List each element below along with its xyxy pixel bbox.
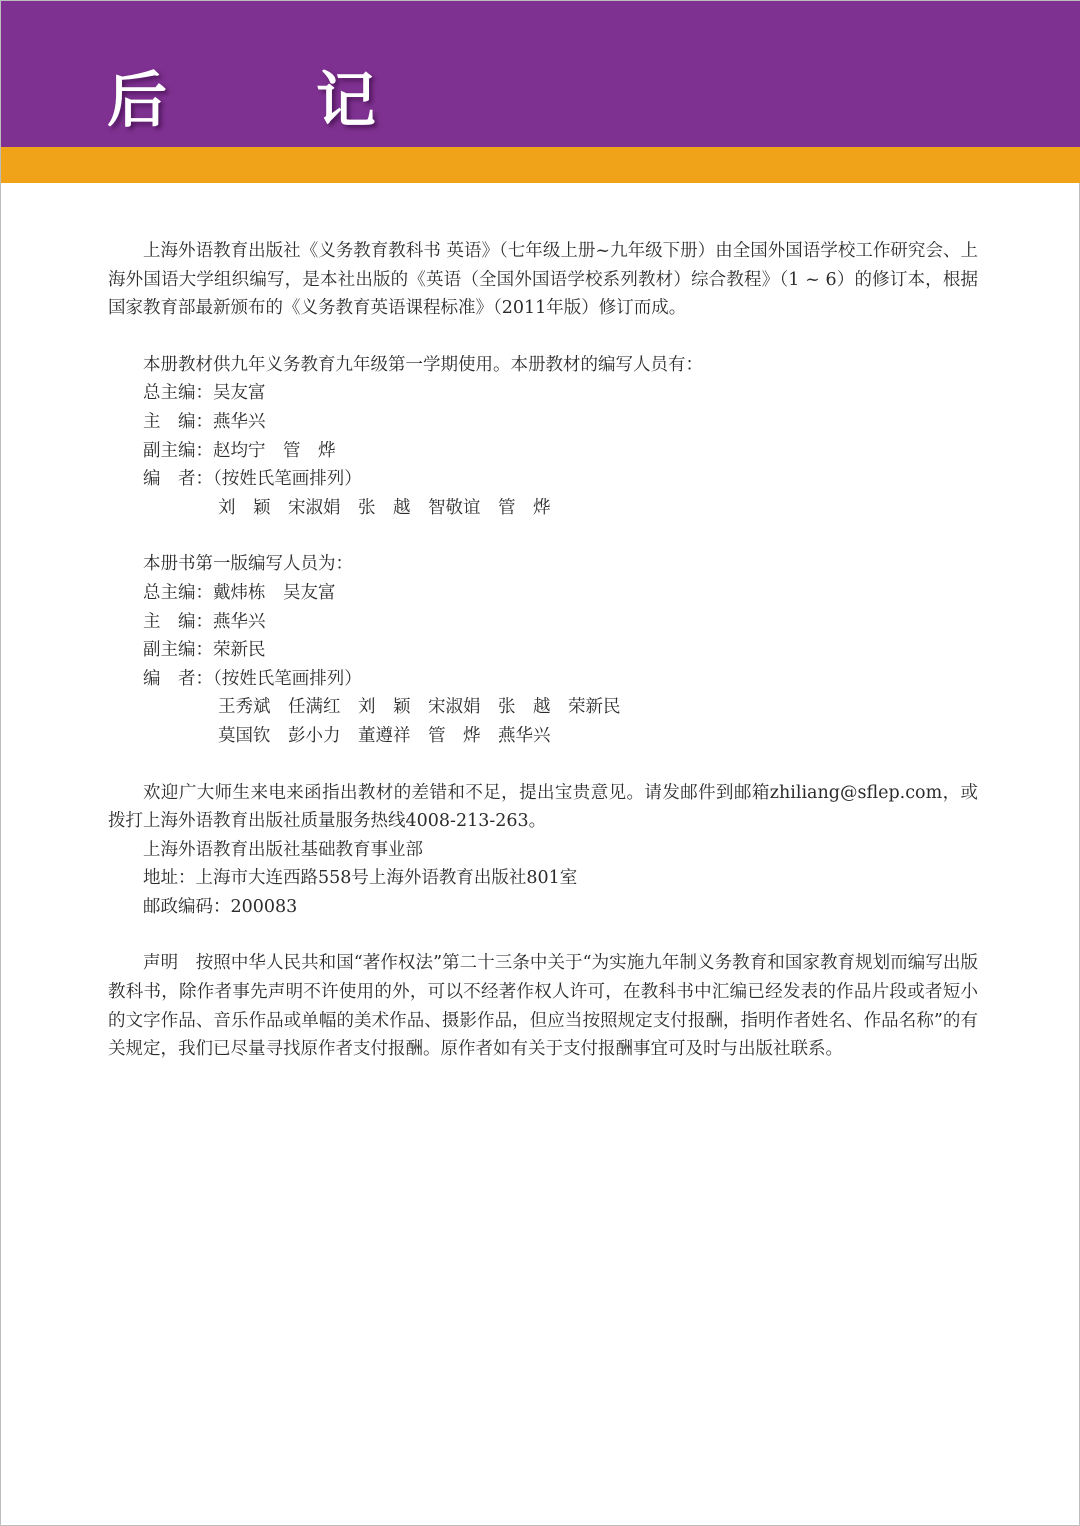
address-line: 地址：上海市大连西路558号上海外语教育出版社801室	[143, 868, 578, 889]
first-edition-block	[108, 550, 978, 750]
accent-band	[1, 147, 1080, 183]
first-edition-heading: 本册书第一版编写人员为：	[143, 554, 353, 575]
first-compilers-label: 编 者：（按姓氏笔画排列）	[143, 668, 362, 689]
current-edition-block	[108, 351, 978, 523]
current-deputy-editor: 副主编：赵均宁 管 烨	[143, 440, 336, 461]
current-compilers-label: 编 者：（按姓氏笔画排列）	[143, 469, 362, 490]
statement-paragraph: 声明 按照中华人民共和国“著作权法”第二十三条中关于“为实施九年制义务教育和国家教育规划而编写出版教科书，除作者事先声明不许使用的外，可以不经著作权人许可，在教科书中汇编已经发表的作品片段或者短小的文字作品、音乐作品或单幅的美术作品、摄影作品，但应当按照规定支付报酬，指明作者姓名、作品名称”的有关规定，我们已尽量寻找原作者支付报酬。原作者如有关于支付报酬事宜可及时与出版社联系。	[108, 953, 978, 1060]
spacer	[108, 751, 978, 779]
spacer	[108, 323, 978, 351]
department-line: 上海外语教育出版社基础教育事业部	[143, 839, 423, 860]
current-chief-editor: 总主编：吴友富	[143, 383, 266, 404]
first-compilers-line-2: 莫国钦 彭小力 董遵祥 管 烨 燕华兴	[218, 725, 551, 746]
feedback-paragraph: 欢迎广大师生来电来函指出教材的差错和不足，提出宝贵意见。请发邮件到邮箱zhiliang@sflep.com，或拨打上海外语教育出版社质量服务热线4008-213-263。	[108, 782, 978, 832]
header-band	[1, 1, 1080, 147]
postcode-line: 邮政编码：200083	[143, 896, 298, 917]
first-editor: 主 编：燕华兴	[143, 611, 266, 632]
contact-block	[108, 779, 978, 922]
first-deputy-editor: 副主编：荣新民	[143, 640, 266, 661]
spacer	[108, 921, 978, 949]
first-compilers-line-1: 王秀斌 任满红 刘 颖 宋淑娟 张 越 荣新民	[218, 697, 621, 718]
first-chief-editor: 总主编：戴炜栋 吴友富	[143, 582, 336, 603]
page-title: 后 记	[107, 66, 440, 136]
spacer	[108, 522, 978, 550]
content	[108, 237, 978, 1064]
current-editor: 主 编：燕华兴	[143, 411, 266, 432]
current-edition-heading: 本册教材供九年义务教育九年级第一学期使用。本册教材的编写人员有：	[143, 354, 703, 375]
intro-paragraph: 上海外语教育出版社《义务教育教科书 英语》（七年级上册~九年级下册）由全国外国语学校工作研究会、上海外国语大学组织编写，是本社出版的《英语（全国外国语学校系列教材）综合教程》（1 ~ 6）的修订本，根据国家教育部最新颁布的《义务教育英语课程标准》（2011年版）修订而成。	[108, 241, 978, 319]
current-compilers: 刘 颖 宋淑娟 张 越 智敬谊 管 烨	[218, 497, 551, 518]
